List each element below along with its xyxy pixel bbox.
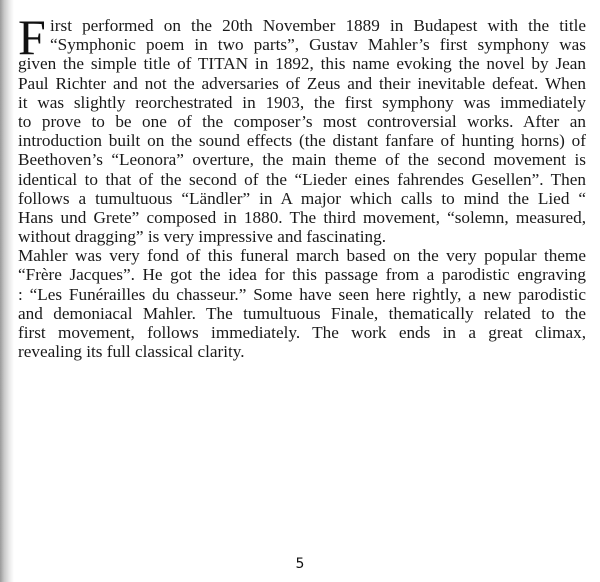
text-line: first movement, follows immediately. The work ends in a great climax,: [18, 323, 586, 342]
drop-cap: F: [18, 9, 46, 65]
paragraph-2: [18, 246, 586, 361]
text-line: revealing its full classical clarity.: [18, 342, 245, 362]
text-line: it was slightly reorchestrated in 1903, the first symphony was immediately: [18, 92, 586, 112]
text-line: irst performed on the 20th November 1889 in Budapest with the title: [50, 16, 586, 35]
text-line: “Symphonic poem in two parts”, Gustav Mahler’s first symphony was: [50, 35, 586, 55]
text-line: to prove to be one of the composer’s most controversial works. After an: [18, 111, 586, 131]
text-line: Beethoven’s “Leonora” overture, the main theme of the second movement is: [18, 150, 586, 170]
book-binding-shadow: [0, 0, 14, 582]
text-line: and demoniacal Mahler. The tumultuous Finale, thematically related to the: [18, 303, 586, 323]
text-line: Paul Richter and not the adversaries of Zeus and their inevitable defeat. When: [18, 73, 586, 93]
text-line: identical to that of the second of the “Lieder eines fahrendes Gesellen”. Then: [18, 169, 586, 189]
paragraph-1: [18, 9, 586, 247]
text-line: follows a tumultuous “Ländler” in A major which calls to mind the Lied “: [18, 188, 586, 208]
page-number: 5: [295, 556, 305, 572]
text-line: introduction built on the sound effects (the distant fanfare of hunting horns) of: [18, 131, 586, 151]
text-line: Hans und Grete” composed in 1880. The third movement, “solemn, measured,: [18, 207, 586, 227]
text-line: : “Les Funérailles du chasseur.” Some have seen here rightly, a new parodistic: [18, 284, 586, 304]
text-line: Mahler was very fond of this funeral march based on the very popular theme: [18, 246, 586, 266]
text-line: without dragging” is very impressive and fascinating.: [18, 227, 387, 247]
text-line: given the simple title of TITAN in 1892, this name evoking the novel by Jean: [18, 54, 586, 74]
page-body: [18, 9, 586, 362]
text-line: “Frère Jacques”. He got the idea for this passage from a parodistic engraving: [18, 265, 586, 285]
